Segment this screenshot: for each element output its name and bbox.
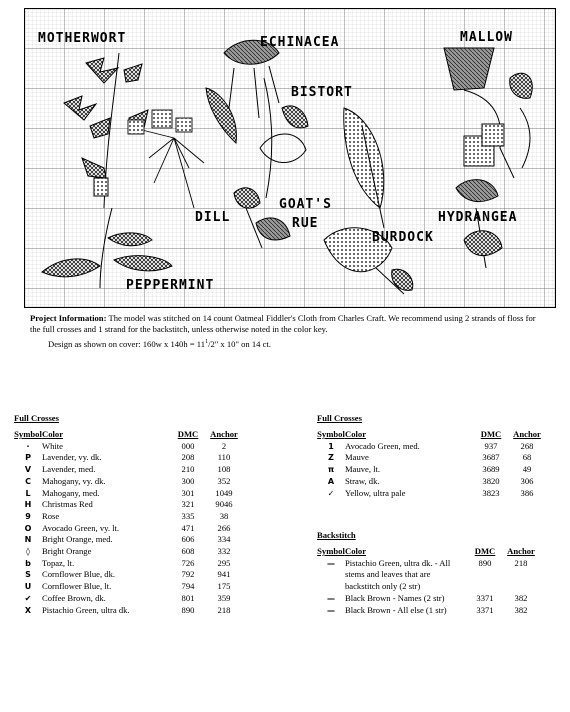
color-name: Mahogany, vy. dk. (42, 475, 106, 486)
anchor-number: 306 (520, 475, 534, 486)
dmc-number: 301 (181, 487, 195, 498)
swatch-symbol: b (25, 558, 31, 568)
color-name: Rose (42, 510, 60, 521)
swatch-symbol: — (327, 605, 335, 615)
dmc-number: 3687 (482, 452, 500, 463)
swatch-symbol: A (327, 476, 335, 486)
project-text: The model was stitched on 14 count Oatmeal Fiddler's Cloth from Charles Craft. We recommend using 2 strands of floss for the full crosses and 1 strand for the backstitch, unless otherwise noted in the color key. (30, 313, 536, 335)
key-row (14, 605, 242, 617)
color-name: Avocado Green, med. (345, 440, 420, 451)
header-symbol: Symbol (317, 546, 345, 556)
header-dmc: DMC (177, 429, 199, 439)
dmc-number (467, 569, 503, 581)
color-name: Lavender, med. (42, 464, 96, 475)
key-table (14, 429, 242, 616)
swatch-symbol: 1 (328, 441, 334, 451)
swatch-symbol: U (24, 582, 32, 592)
key-row (317, 558, 539, 570)
key-row (14, 534, 242, 546)
anchor-number: 49 (522, 464, 532, 475)
label-burdock: BURDOCK (372, 230, 434, 245)
dmc-number: 208 (181, 452, 195, 463)
backstitch-key (317, 530, 539, 616)
key-row (14, 569, 242, 581)
swatch-symbol: S (25, 570, 31, 580)
anchor-number (503, 569, 539, 581)
dmc-number: 3371 (476, 592, 494, 603)
dmc-number: 3689 (482, 464, 500, 475)
swatch-symbol: L (25, 488, 31, 498)
swatch-symbol: C (25, 476, 31, 486)
swatch-symbol: O (24, 523, 32, 533)
color-name: Black Brown - Names (2 str) (345, 592, 445, 603)
key-row (317, 452, 545, 464)
swatch-symbol: P (25, 453, 31, 463)
color-name: Cornflower Blue, lt. (42, 581, 112, 592)
anchor-number: 110 (217, 452, 231, 463)
color-name: Lavender, vy. dk. (42, 452, 102, 463)
label-rue: RUE (292, 216, 319, 231)
anchor-number: 334 (217, 534, 231, 545)
label-hydrangea: HYDRANGEA (438, 210, 518, 225)
anchor-number: 266 (217, 522, 231, 533)
dmc-number: 608 (181, 546, 195, 557)
swatch-symbol (317, 581, 345, 593)
dmc-number: 3371 (476, 604, 494, 615)
color-name: White (42, 440, 63, 451)
header-dmc: DMC (480, 429, 502, 439)
label-peppermint: PEPPERMINT (126, 278, 215, 293)
design-suffix: " x 10" on 14 ct. (214, 338, 271, 349)
label-motherwort: MOTHERWORT (38, 31, 127, 46)
anchor-number: 359 (217, 592, 231, 603)
swatch-symbol: X (24, 605, 32, 615)
backstitch-body (317, 558, 539, 617)
swatch-symbol: V (24, 465, 32, 475)
key-row (317, 605, 539, 617)
dmc-number: 321 (181, 499, 195, 510)
header-anchor: Anchor (513, 429, 541, 439)
color-name: Pistachio Green, ultra dk. (42, 604, 130, 615)
anchor-number: 175 (217, 581, 231, 592)
anchor-number: 108 (217, 464, 231, 475)
key-row (14, 452, 242, 464)
key-row (14, 581, 242, 593)
design-size (48, 337, 545, 350)
header-symbol: Symbol (317, 429, 345, 439)
key-row (14, 546, 242, 558)
swatch-symbol: — (327, 593, 335, 603)
key-row (14, 441, 242, 453)
color-name: Mahogany, med. (42, 487, 100, 498)
backstitch-title: Backstitch (317, 530, 356, 540)
anchor-number: 382 (514, 604, 528, 615)
key-header-row (14, 429, 242, 441)
anchor-number: 332 (217, 546, 231, 557)
anchor-number: 941 (217, 569, 231, 580)
anchor-number: 268 (520, 440, 534, 451)
anchor-number: 68 (522, 452, 532, 463)
key-row (14, 488, 242, 500)
key-row (14, 511, 242, 523)
label-goats: GOAT'S (279, 197, 332, 212)
key-row (317, 476, 545, 488)
color-key-left (14, 413, 242, 616)
anchor-number: 352 (217, 475, 231, 486)
pattern-chart-svg (24, 8, 556, 308)
label-echinacea: ECHINACEA (260, 35, 340, 50)
key-row (317, 441, 545, 453)
dmc-number: 3820 (482, 475, 500, 486)
label-mallow: MALLOW (460, 30, 513, 45)
dmc-number: 471 (181, 522, 195, 533)
key-row (14, 593, 242, 605)
key-header-row (317, 429, 545, 441)
project-information (30, 313, 545, 350)
color-name: Mauve (345, 452, 369, 463)
dmc-number: 606 (181, 534, 195, 545)
design-prefix: Design as shown on cover: 160w x 140h = 11 (48, 338, 206, 349)
design-fraction-sup: 1 (205, 338, 209, 345)
color-name: Mauve, lt. (345, 464, 381, 475)
dmc-number: 890 (478, 557, 492, 568)
key-table (317, 429, 545, 499)
color-name: Topaz, lt. (42, 557, 75, 568)
swatch-symbol: ✓ (327, 488, 335, 498)
header-color: Color (42, 429, 64, 439)
swatch-symbol: ✔ (24, 593, 32, 603)
key-title: Full Crosses (317, 413, 362, 423)
header-dmc: DMC (474, 546, 496, 556)
swatch-symbol: · (26, 441, 30, 451)
anchor-number: 2 (221, 440, 227, 451)
backstitch-header-row (317, 546, 539, 558)
swatch-symbol: Z (328, 453, 334, 463)
dmc-number: 890 (181, 604, 195, 615)
swatch-symbol: 9 (25, 511, 31, 521)
design-fraction-sub: /2 (208, 338, 215, 349)
color-name: backstitch only (2 str) (345, 581, 421, 592)
color-name: stems and leaves that are (345, 569, 431, 580)
dmc-number: 794 (181, 581, 195, 592)
header-color: Color (345, 546, 367, 556)
color-name: Yellow, ultra pale (345, 487, 406, 498)
project-paragraph (30, 313, 545, 336)
color-name: Bright Orange, med. (42, 534, 113, 545)
key-title: Full Crosses (14, 413, 59, 423)
key-row (317, 488, 545, 500)
pattern-chart (24, 8, 556, 308)
color-name: Black Brown - All else (1 str) (345, 604, 447, 615)
swatch-symbol: N (24, 535, 32, 545)
dmc-number: 210 (181, 464, 195, 475)
label-dill: DILL (195, 210, 231, 225)
project-label: Project Information: (30, 313, 107, 323)
color-name: Avocado Green, vy. lt. (42, 522, 120, 533)
anchor-number: 386 (520, 487, 534, 498)
swatch-symbol: π (327, 465, 335, 475)
key-row (14, 523, 242, 535)
color-name: Pistachio Green, ultra dk. - All (345, 557, 451, 568)
anchor-number: 38 (219, 510, 229, 521)
dmc-number: 726 (181, 557, 195, 568)
color-name: Bright Orange (42, 546, 92, 557)
key-row (14, 499, 242, 511)
dmc-number: 335 (181, 510, 195, 521)
color-name: Straw, dk. (345, 475, 380, 486)
dmc-number: 937 (484, 440, 498, 451)
dmc-number: 3823 (482, 487, 500, 498)
anchor-number: 1049 (215, 487, 233, 498)
key-row (317, 593, 539, 605)
swatch-symbol (317, 569, 345, 581)
anchor-number (503, 581, 539, 593)
swatch-symbol: ◊ (26, 547, 30, 557)
key-row (317, 569, 539, 581)
key-body (317, 441, 545, 500)
anchor-number: 295 (217, 557, 231, 568)
key-row (14, 464, 242, 476)
anchor-number: 218 (514, 557, 528, 568)
anchor-number: 218 (217, 604, 231, 615)
header-color: Color (345, 429, 367, 439)
key-row (14, 558, 242, 570)
key-body (14, 441, 242, 617)
swatch-symbol: H (24, 500, 32, 510)
dmc-number: 792 (181, 569, 195, 580)
backstitch-table (317, 546, 539, 616)
anchor-number: 382 (514, 592, 528, 603)
header-symbol: Symbol (14, 429, 42, 439)
color-name: Coffee Brown, dk. (42, 592, 106, 603)
header-anchor: Anchor (210, 429, 238, 439)
key-row (14, 476, 242, 488)
swatch-symbol: — (327, 558, 335, 568)
dmc-number (467, 581, 503, 593)
label-bistort: BISTORT (291, 85, 353, 100)
color-key-right (317, 413, 545, 499)
anchor-number: 9046 (215, 499, 233, 510)
key-row (317, 464, 545, 476)
color-name: Cornflower Blue, dk. (42, 569, 116, 580)
dmc-number: 801 (181, 592, 195, 603)
key-row (317, 581, 539, 593)
color-name: Christmas Red (42, 499, 93, 510)
dmc-number: 300 (181, 475, 195, 486)
dmc-number: 000 (181, 440, 195, 451)
header-anchor: Anchor (507, 546, 535, 556)
